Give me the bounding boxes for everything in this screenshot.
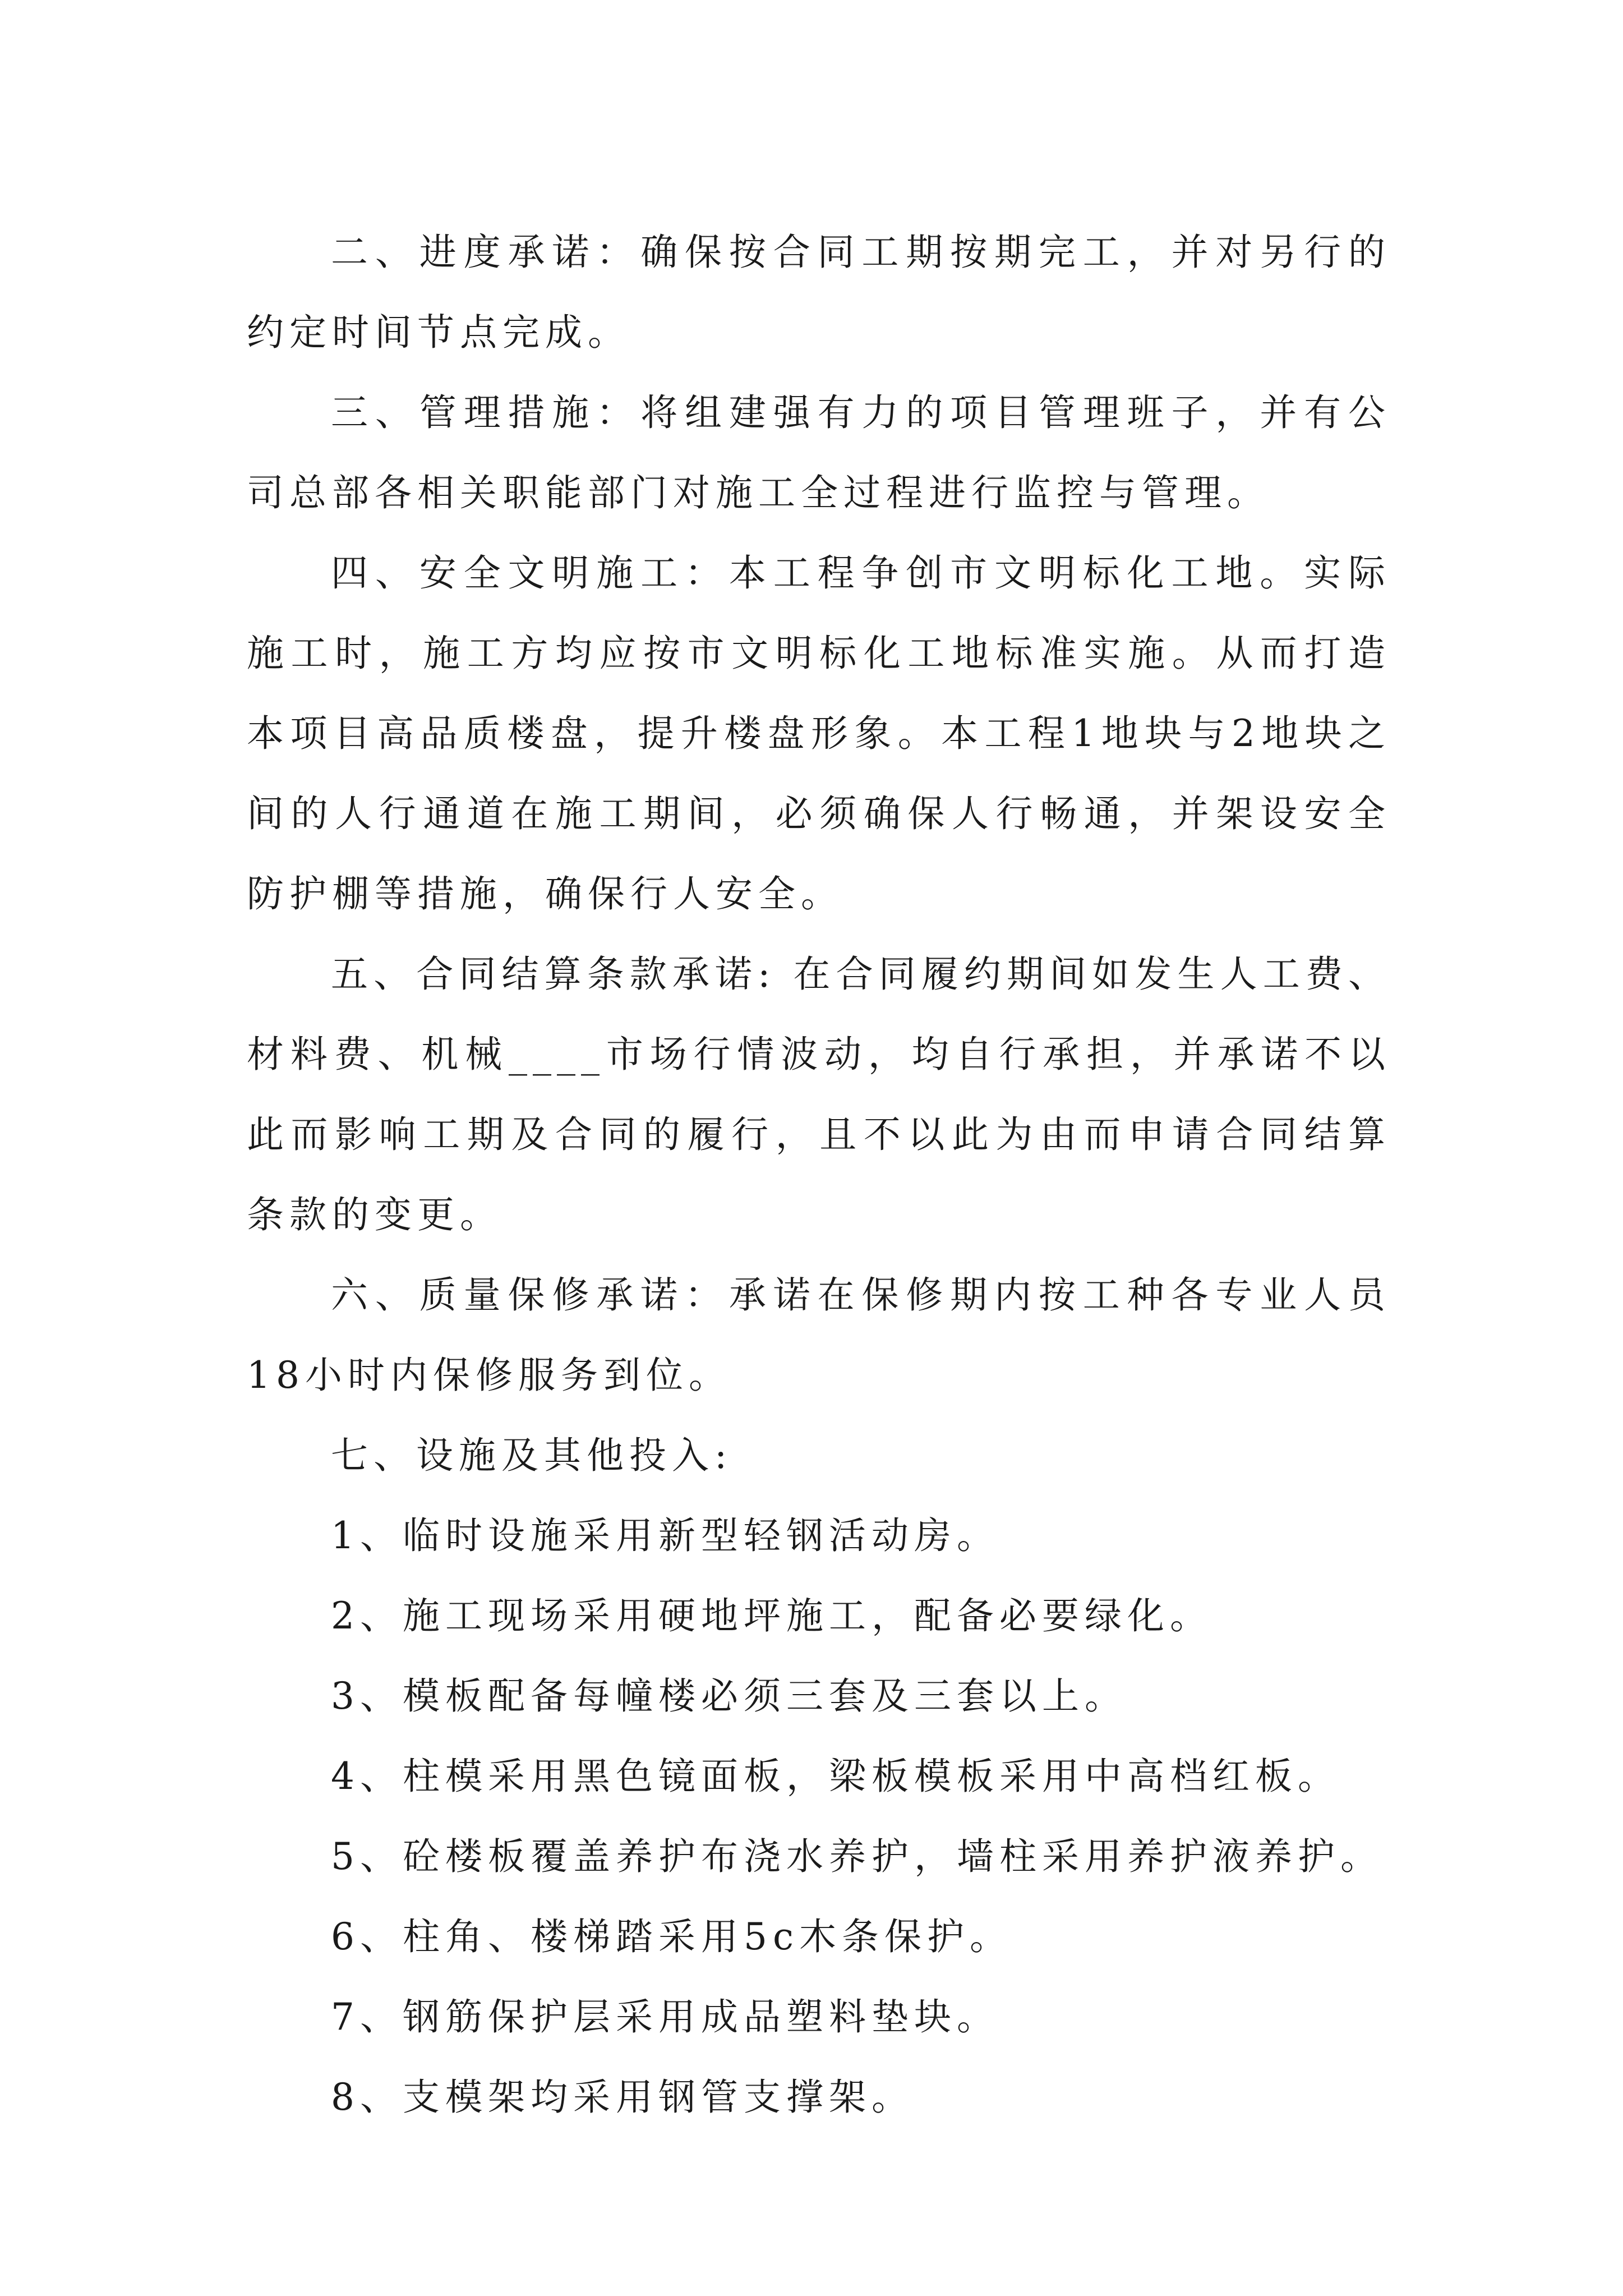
document-body bbox=[247, 212, 1391, 2137]
paragraph-contract-settlement: 五、合同结算条款承诺: 在合同履约期间如发生人工费、材料费、机械____市场行情波动，均自行承担，并承诺不以此而影响工期及合同的履行，且不以此为由而申请合同结算条款的变更。 bbox=[247, 953, 1391, 1236]
paragraph-facilities-heading: 七、设施及其他投入: bbox=[331, 1434, 733, 1477]
list-item: 5、砼楼板覆盖养护布浇水养护，墙柱采用养护液养护。 bbox=[331, 1835, 1383, 1878]
list-item: 7、钢筋保护层采用成品塑料垫块。 bbox=[331, 1995, 999, 2039]
list-item: 3、模板配备每幢楼必须三套及三套以上。 bbox=[331, 1674, 1127, 1718]
list-item: 4、柱模采用黑色镜面板，梁板模板采用中高档红板。 bbox=[331, 1755, 1340, 1798]
list-item: 2、施工现场采用硬地坪施工，配备必要绿化。 bbox=[331, 1594, 1212, 1637]
paragraph-progress-commitment: 二、进度承诺：确保按合同工期按期完工，并对另行的约定时间节点完成。 bbox=[247, 231, 1391, 354]
paragraph-quality-warranty: 六、质量保修承诺：承诺在保修期内按工种各专业人员18小时内保修服务到位。 bbox=[247, 1273, 1391, 1397]
list-item: 8、支模架均采用钢管支撑架。 bbox=[331, 2076, 914, 2119]
paragraph-safety-civilized-construction: 四、安全文明施工：本工程争创市文明标化工地。实际施工时，施工方均应按市文明标化工地标准实施。从而打造本项目高品质楼盘，提升楼盘形象。本工程1地块与2地块之间的人行通道在施工期间，必须确保人行畅通，并架设安全防护棚等措施，确保行人安全。 bbox=[247, 551, 1391, 915]
list-item: 1、临时设施采用新型轻钢活动房。 bbox=[331, 1514, 999, 1557]
list-item: 6、柱角、楼梯踏采用5c木条保护。 bbox=[331, 1915, 1012, 1958]
paragraph-management-measures: 三、管理措施：将组建强有力的项目管理班子，并有公司总部各相关职能部门对施工全过程进行监控与管理。 bbox=[247, 391, 1391, 514]
